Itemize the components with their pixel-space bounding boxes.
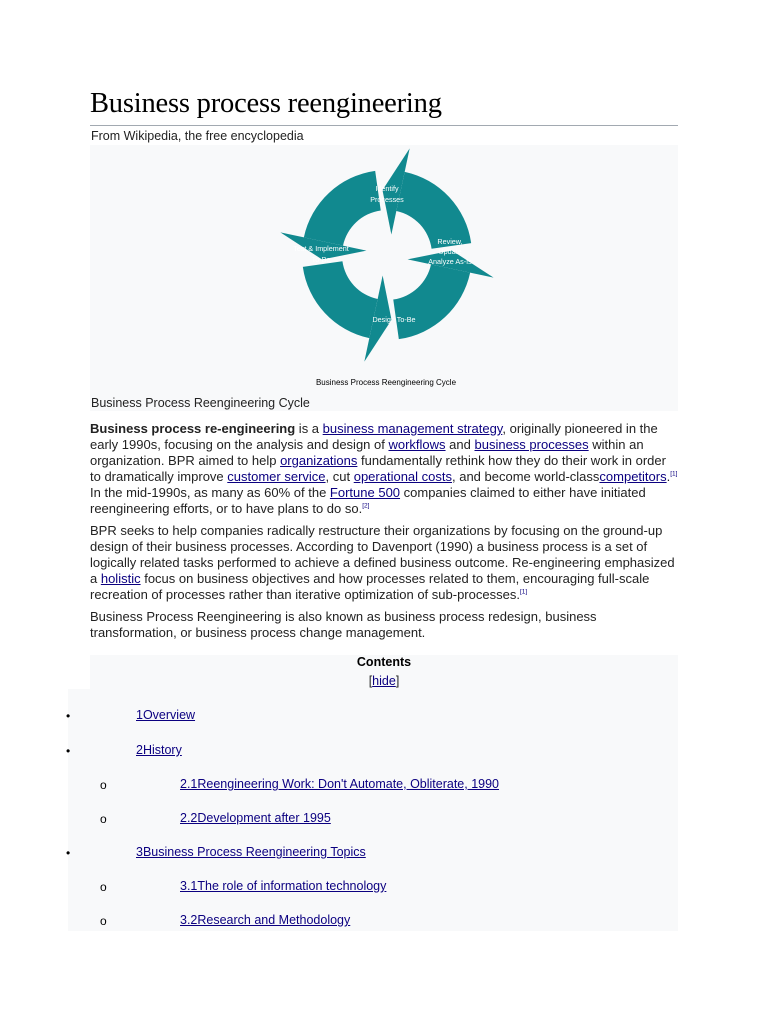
bpr-cycle-figure bbox=[90, 145, 678, 411]
stage-identify-line2: Processes bbox=[370, 195, 404, 204]
text-run: and bbox=[445, 437, 475, 452]
text-run: BPR seeks to help companies radically restructure their organizations by focusing on the ground-up design of their business processes. According to Davenport (1990) a business process is a set of logically related tasks performed to achieve a defined business outcome. Re-engineering emphasized a bbox=[90, 523, 675, 586]
cycle-segment-bottom-right bbox=[393, 264, 470, 339]
stage-review-line2: Update bbox=[438, 247, 462, 256]
bracket-open: [ bbox=[368, 674, 373, 688]
tagline: From Wikipedia, the free encyclopedia bbox=[91, 129, 304, 143]
toc-item-development-after-1995[interactable]: 2.2Development after 1995 bbox=[180, 811, 331, 825]
cycle-segment-top-left bbox=[304, 171, 381, 246]
reference-1b[interactable]: [1] bbox=[519, 588, 528, 596]
stage-test-line1: Test & Implement bbox=[293, 244, 349, 253]
text-run: focus on business objectives and how processes related to them, encouraging full-scale recreation of processes rather than iterative optimization of sub-processes. bbox=[90, 571, 650, 602]
toc-item-role-of-it[interactable]: 3.1The role of information technology bbox=[180, 879, 387, 893]
link-customer-service[interactable]: customer service bbox=[227, 469, 326, 484]
toc-sub-bullet: o bbox=[100, 812, 107, 826]
toc-indent-shade bbox=[68, 689, 98, 931]
bpr-cycle-diagram bbox=[90, 145, 678, 411]
reference-1[interactable]: [1] bbox=[670, 470, 678, 478]
toc-title: Contents bbox=[356, 655, 412, 669]
link-business-processes[interactable]: business processes bbox=[474, 437, 589, 452]
link-competitors[interactable]: competitors bbox=[599, 469, 667, 484]
intro-paragraph: Business process re-engineering is a business management strategy, originally pioneered in the early 1990s, focusing on the analysis and design of workflows and business processes within an organization. BPR aimed to help organizations fundamentally rethink how they do their work in order to dramatically improve customer service, cut operational costs, and become world-classcompetitors.[1] In the mid-1990s, as many as 60% of the Fortune 500 companies claimed to either have initiated reengineering efforts, or to have plans to do so.[2] bbox=[90, 421, 678, 516]
page-title: Business process reengineering bbox=[90, 88, 442, 119]
link-holistic[interactable]: holistic bbox=[100, 571, 141, 586]
stage-test-line2: To-Be bbox=[311, 255, 331, 264]
text-run: fundamentally rethink how they do their work in order to dramatically improve bbox=[90, 453, 666, 484]
bpr-paragraph bbox=[90, 523, 680, 603]
link-operational-costs[interactable]: operational costs bbox=[353, 469, 452, 484]
stage-identify-line1: Identify bbox=[375, 184, 399, 193]
text-run: , originally pioneered in the early 1990s, focusing on the analysis and design of bbox=[90, 421, 658, 452]
diagram-title: Business Process Reengineering Cycle bbox=[315, 378, 457, 387]
stage-design: Design To-Be bbox=[372, 315, 416, 324]
toc-item-reengineering-work[interactable]: 2.1Reengineering Work: Don't Automate, Obliterate, 1990 bbox=[180, 777, 500, 791]
text-run: within an organization. BPR aimed to help bbox=[90, 437, 644, 468]
bracket-close: ] bbox=[395, 674, 400, 688]
link-fortune-500[interactable]: Fortune 500 bbox=[329, 485, 401, 500]
aka-paragraph: Business Process Reengineering is also known as business process redesign, business transformation, or business process change management. bbox=[90, 609, 597, 640]
cycle-segment-bottom-left bbox=[303, 261, 378, 338]
bold-term: Business process re-engineering bbox=[90, 421, 296, 436]
link-workflows[interactable]: workflows bbox=[388, 437, 446, 452]
stage-review-line3: Analyze As-Is bbox=[428, 257, 472, 266]
toc-bullet: • bbox=[66, 744, 71, 758]
toc-item-history[interactable]: 2History bbox=[136, 743, 182, 757]
reference-2[interactable]: [2] bbox=[362, 502, 370, 510]
toc-bullet: • bbox=[66, 709, 71, 723]
toc-item-research-methodology[interactable]: 3.2Research and Methodology bbox=[180, 913, 351, 927]
text-run: , cut bbox=[325, 469, 354, 484]
link-business-management-strategy[interactable]: business management strategy bbox=[322, 421, 503, 436]
toc-sub-bullet: o bbox=[100, 880, 107, 894]
text-run: , and become world-class bbox=[452, 469, 600, 484]
toc-sub-bullet: o bbox=[100, 914, 107, 928]
toc-hide-link[interactable]: hide bbox=[372, 674, 396, 688]
toc-item-overview[interactable]: 1Overview bbox=[136, 708, 196, 722]
text-run: In the mid-1990s, as many as 60% of the bbox=[90, 485, 330, 500]
figure-caption: Business Process Reengineering Cycle bbox=[91, 396, 310, 410]
text-run: companies claimed to either have initiated reengineering efforts, or to have plans to do so. bbox=[90, 485, 646, 516]
text-run: is a bbox=[295, 421, 323, 436]
toc-item-bpr-topics[interactable]: 3Business Process Reengineering Topics bbox=[136, 845, 366, 859]
title-divider bbox=[90, 125, 678, 126]
stage-review-line1: Review, bbox=[437, 237, 463, 246]
toc-bullet: • bbox=[66, 846, 71, 860]
toc-hide-control bbox=[90, 674, 678, 688]
toc-sub-bullet: o bbox=[100, 778, 107, 792]
link-organizations[interactable]: organizations bbox=[280, 453, 358, 468]
